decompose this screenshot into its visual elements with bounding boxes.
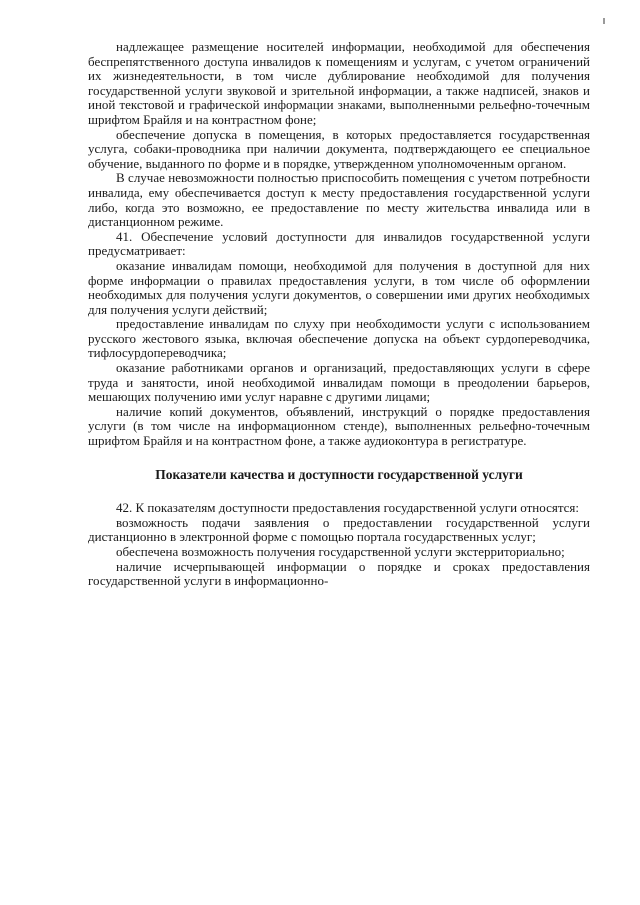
- paragraph: предоставление инвалидам по слуху при необходимости услуги с использованием русского жестового языка, включая обеспечение допуска на объект сурдопереводчика, тифлосурдопереводчика;: [88, 316, 590, 361]
- paragraph: В случае невозможности полностью приспособить помещения с учетом потребности инвалида, ему обеспечивается доступ к месту предоставления государственной услуги либо, когда это возможно, ее предоставление по месту жительства инвалида или в дистанционном режиме.: [88, 170, 590, 230]
- document-body: [88, 40, 590, 589]
- paragraph: обеспечена возможность получения государственной услуги экстерриториально;: [116, 544, 565, 559]
- paragraph: оказание инвалидам помощи, необходимой для получения в доступной для них форме информации о правилах предоставления услуги, в том числе об оформлении необходимых для получения услуги документов, о совершении ими других необходимых для получения услуги действий;: [88, 257, 590, 317]
- paragraph: оказание работниками органов и организаций, предоставляющих услуги в сфере труда и занятости, иной необходимой инвалидам помощи в преодолении барьеров, мешающих получению ими услуг наравне с другими лицами;: [88, 360, 590, 405]
- paragraph: возможность подачи заявления о предоставлении государственной услуги дистанционно в электронной форме с помощью портала государственных услуг;: [88, 514, 590, 545]
- paragraph: обеспечение допуска в помещения, в которых предоставляется государственная услуга, собаки-проводника при наличии документа, подтверждающего ее специальное обучение, выданного по форме и в порядке, утвержденном уполномоченным органом.: [88, 126, 590, 171]
- paragraph: 41. Обеспечение условий доступности для инвалидов государственной услуги предусматривает:: [88, 228, 590, 259]
- paragraph: наличие исчерпывающей информации о порядке и сроках предоставления государственной услуги в информационно-: [88, 558, 590, 589]
- scan-mark: [603, 18, 605, 24]
- section-heading: Показатели качества и доступности государственной услуги: [155, 466, 523, 482]
- paragraph: наличие копий документов, объявлений, инструкций о порядке предоставления услуги (в том числе на информационном стенде), выполненных рельефно-точечным шрифтом Брайля и на контрастном фоне, а также аудиоконтура в регистратуре.: [88, 403, 590, 449]
- paragraph: 42. К показателям доступности предоставления государственной услуги относятся:: [116, 500, 580, 516]
- paragraph: надлежащее размещение носителей информации, необходимой для обеспечения беспрепятственного доступа инвалидов к помещениям и услугам, с учетом ограничений их жизнедеятельности, в том числе дублирование необходимой для получения государственной услуги звуковой и зрительной информации, а также надписей, знаков и иной текстовой и графической информации знаками, выполненными рельефно-точечным шрифтом Брайля и на контрастном фоне;: [88, 39, 590, 127]
